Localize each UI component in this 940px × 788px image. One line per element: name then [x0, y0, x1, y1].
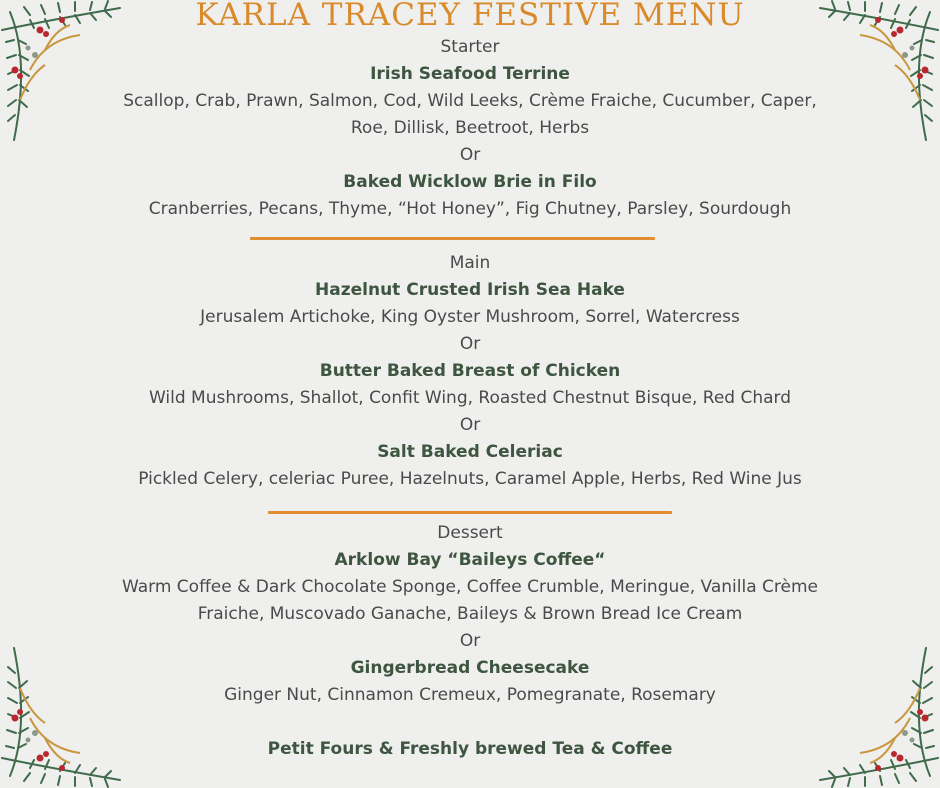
or-separator: Or — [459, 631, 481, 651]
dish-name: Butter Baked Breast of Chicken — [319, 361, 621, 381]
or-separator: Or — [459, 145, 481, 165]
dish-name: Irish Seafood Terrine — [370, 64, 570, 84]
dish-description: Roe, Dillisk, Beetroot, Herbs — [350, 118, 590, 138]
dish-description: Wild Mushrooms, Shallot, Confit Wing, Roasted Chestnut Bisque, Red Chard — [148, 388, 792, 408]
dish-description: Cranberries, Pecans, Thyme, “Hot Honey”, Fig Chutney, Parsley, Sourdough — [148, 199, 792, 219]
dish-description: Warm Coffee & Dark Chocolate Sponge, Coffee Crumble, Meringue, Vanilla Crème — [122, 577, 818, 597]
dish-name: Hazelnut Crusted Irish Sea Hake — [315, 280, 625, 300]
dish-description: Scallop, Crab, Prawn, Salmon, Cod, Wild Leeks, Crème Fraiche, Cucumber, Caper, — [123, 91, 817, 111]
section-label-starter: Starter — [440, 37, 500, 57]
pine-branch-icon — [780, 638, 940, 788]
section-label-main: Main — [449, 253, 491, 273]
or-separator: Or — [459, 334, 481, 354]
closing-line: Petit Fours & Freshly brewed Tea & Coffee — [267, 739, 673, 759]
dish-name: Gingerbread Cheesecake — [350, 658, 590, 678]
pine-branch-icon — [0, 638, 160, 788]
dish-description: Ginger Nut, Cinnamon Cremeux, Pomegranate, Rosemary — [224, 685, 716, 705]
dish-name: Salt Baked Celeriac — [377, 442, 563, 462]
dish-description: Jerusalem Artichoke, King Oyster Mushroom, Sorrel, Watercress — [200, 307, 740, 327]
dish-name: Arklow Bay “Baileys Coffee“ — [334, 550, 606, 570]
menu-title: KARLA TRACEY FESTIVE MENU — [195, 0, 745, 33]
dish-description: Fraiche, Muscovado Ganache, Baileys & Brown Bread Ice Cream — [197, 604, 743, 624]
pine-branch-icon — [780, 0, 940, 150]
pine-branch-icon — [0, 0, 160, 150]
dish-name: Baked Wicklow Brie in Filo — [343, 172, 597, 192]
or-separator: Or — [459, 415, 481, 435]
section-divider — [250, 237, 655, 240]
section-label-dessert: Dessert — [437, 523, 503, 543]
section-divider — [268, 511, 672, 514]
dish-description: Pickled Celery, celeriac Puree, Hazelnuts, Caramel Apple, Herbs, Red Wine Jus — [138, 469, 802, 489]
